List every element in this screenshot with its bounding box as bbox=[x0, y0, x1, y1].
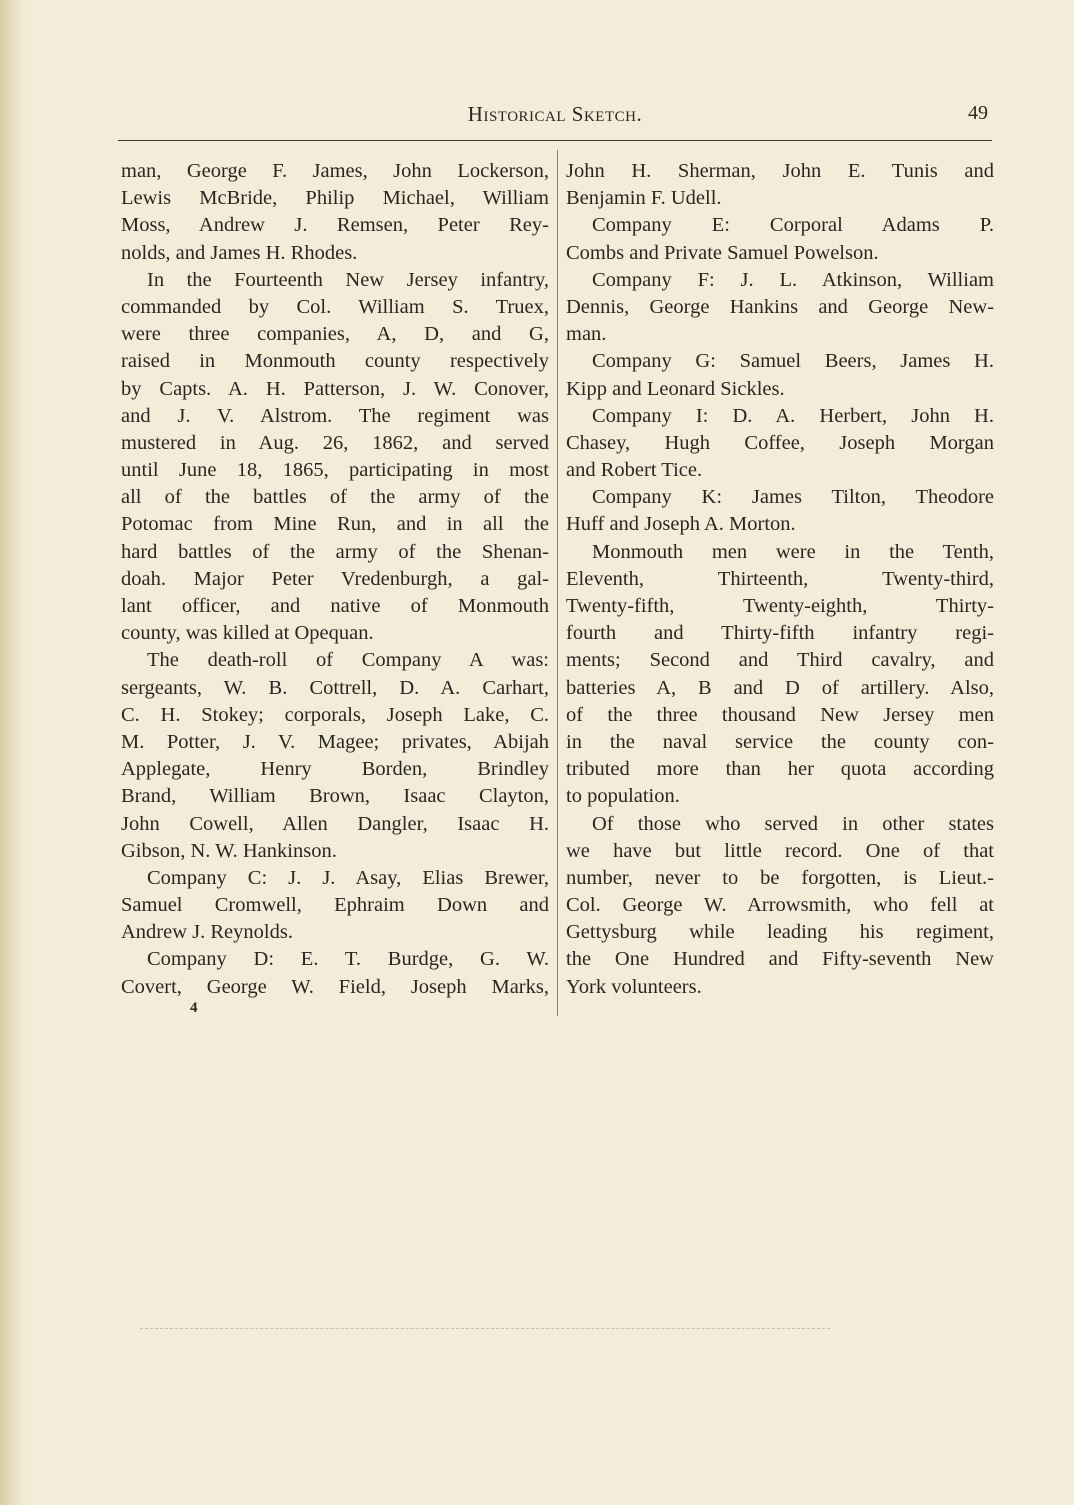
text-line: Moss, Andrew J. Remsen, Peter Rey- bbox=[121, 214, 549, 237]
text-line: by Capts. A. H. Patterson, J. W. Conover, bbox=[121, 377, 549, 400]
text-line: the One Hundred and Fifty-seventh New bbox=[566, 948, 994, 971]
right-column bbox=[566, 158, 994, 1001]
text-line: The death-roll of Company A was: bbox=[147, 649, 549, 672]
text-line: Chasey, Hugh Coffee, Joseph Morgan bbox=[566, 431, 994, 454]
signature-mark: 4 bbox=[190, 1000, 198, 1016]
text-line: were three companies, A, D, and G, bbox=[121, 323, 549, 346]
bleed-through-mark bbox=[140, 1328, 830, 1329]
text-line: John H. Sherman, John E. Tunis and bbox=[566, 160, 994, 182]
column-divider bbox=[557, 150, 558, 1016]
text-line: Company E: Corporal Adams P. bbox=[592, 214, 994, 237]
text-line: Twenty-fifth, Twenty-eighth, Thirty- bbox=[566, 595, 994, 617]
text-line: mustered in Aug. 26, 1862, and served bbox=[121, 431, 549, 454]
text-line: to population. bbox=[566, 785, 680, 808]
text-line: we have but little record. One of that bbox=[566, 839, 994, 862]
text-line: man. bbox=[566, 323, 607, 346]
text-line: Company C: J. J. Asay, Elias Brewer, bbox=[147, 866, 549, 889]
page-number: 49 bbox=[968, 102, 988, 124]
page-gutter-shadow bbox=[0, 0, 26, 1505]
header-rule bbox=[118, 140, 992, 141]
text-line: lant officer, and native of Monmouth bbox=[121, 595, 549, 617]
text-line: nolds, and James H. Rhodes. bbox=[121, 241, 358, 264]
text-line: Gettysburg while leading his regiment, bbox=[566, 921, 994, 944]
text-line: until June 18, 1865, participating in most bbox=[121, 459, 549, 482]
text-line: commanded by Col. William S. Truex, bbox=[121, 295, 549, 318]
text-line: Combs and Private Samuel Powelson. bbox=[566, 241, 879, 264]
text-line: county, was killed at Opequan. bbox=[121, 622, 374, 645]
text-line: Company K: James Tilton, Theodore bbox=[592, 486, 994, 509]
text-line: tributed more than her quota according bbox=[566, 758, 994, 781]
text-line: batteries A, B and D of artillery. Also, bbox=[566, 676, 994, 699]
text-line: hard battles of the army of the Shenan- bbox=[121, 540, 549, 563]
text-line: Huff and Joseph A. Morton. bbox=[566, 513, 796, 536]
text-line: of the three thousand New Jersey men bbox=[566, 703, 994, 726]
text-line: Gibson, N. W. Hankinson. bbox=[121, 839, 337, 862]
text-line: Monmouth men were in the Tenth, bbox=[592, 540, 994, 563]
text-line: Dennis, George Hankins and George New- bbox=[566, 295, 994, 318]
text-line: Company F: J. L. Atkinson, William bbox=[592, 268, 994, 291]
header-title: Historical Sketch. bbox=[467, 102, 643, 126]
running-header bbox=[120, 100, 990, 132]
text-line: Applegate, Henry Borden, Brindley bbox=[121, 758, 549, 781]
text-line: Col. George W. Arrowsmith, who fell at bbox=[566, 894, 994, 917]
text-line: ments; Second and Third cavalry, and bbox=[566, 649, 994, 672]
text-line: Potomac from Mine Run, and in all the bbox=[121, 513, 549, 536]
text-line: in the naval service the county con- bbox=[566, 730, 994, 753]
text-line: Of those who served in other states bbox=[592, 812, 994, 835]
text-line: number, never to be forgotten, is Lieut.- bbox=[566, 866, 994, 889]
text-line: Brand, William Brown, Isaac Clayton, bbox=[121, 785, 549, 808]
text-line: Company I: D. A. Herbert, John H. bbox=[592, 404, 994, 427]
text-line: doah. Major Peter Vredenburgh, a gal- bbox=[121, 567, 549, 590]
text-line: and Robert Tice. bbox=[566, 459, 703, 482]
text-line: In the Fourteenth New Jersey infantry, bbox=[147, 268, 549, 291]
text-line: Andrew J. Reynolds. bbox=[121, 921, 293, 944]
text-line: man, George F. James, John Lockerson, bbox=[121, 160, 549, 182]
text-line: raised in Monmouth county respectively bbox=[121, 350, 549, 373]
text-line: Samuel Cromwell, Ephraim Down and bbox=[121, 894, 549, 917]
text-line: Covert, George W. Field, Joseph Marks, bbox=[121, 975, 549, 998]
text-line: Eleventh, Thirteenth, Twenty-third, bbox=[566, 567, 994, 590]
text-line: C. H. Stokey; corporals, Joseph Lake, C. bbox=[121, 703, 549, 726]
text-line: sergeants, W. B. Cottrell, D. A. Carhart, bbox=[121, 676, 549, 699]
text-line: Company D: E. T. Burdge, G. W. bbox=[147, 948, 549, 971]
left-column bbox=[121, 158, 549, 1001]
text-line: Company G: Samuel Beers, James H. bbox=[592, 350, 994, 373]
text-line: M. Potter, J. V. Magee; privates, Abijah bbox=[121, 730, 549, 753]
text-line: fourth and Thirty-fifth infantry regi- bbox=[566, 622, 994, 645]
text-line: all of the battles of the army of the bbox=[121, 486, 549, 509]
text-line: John Cowell, Allen Dangler, Isaac H. bbox=[121, 812, 549, 835]
text-line: York volunteers. bbox=[566, 975, 702, 998]
text-line: Lewis McBride, Philip Michael, William bbox=[121, 187, 549, 210]
text-line: Kipp and Leonard Sickles. bbox=[566, 377, 785, 400]
text-line: Benjamin F. Udell. bbox=[566, 187, 722, 210]
text-line: and J. V. Alstrom. The regiment was bbox=[121, 404, 549, 427]
